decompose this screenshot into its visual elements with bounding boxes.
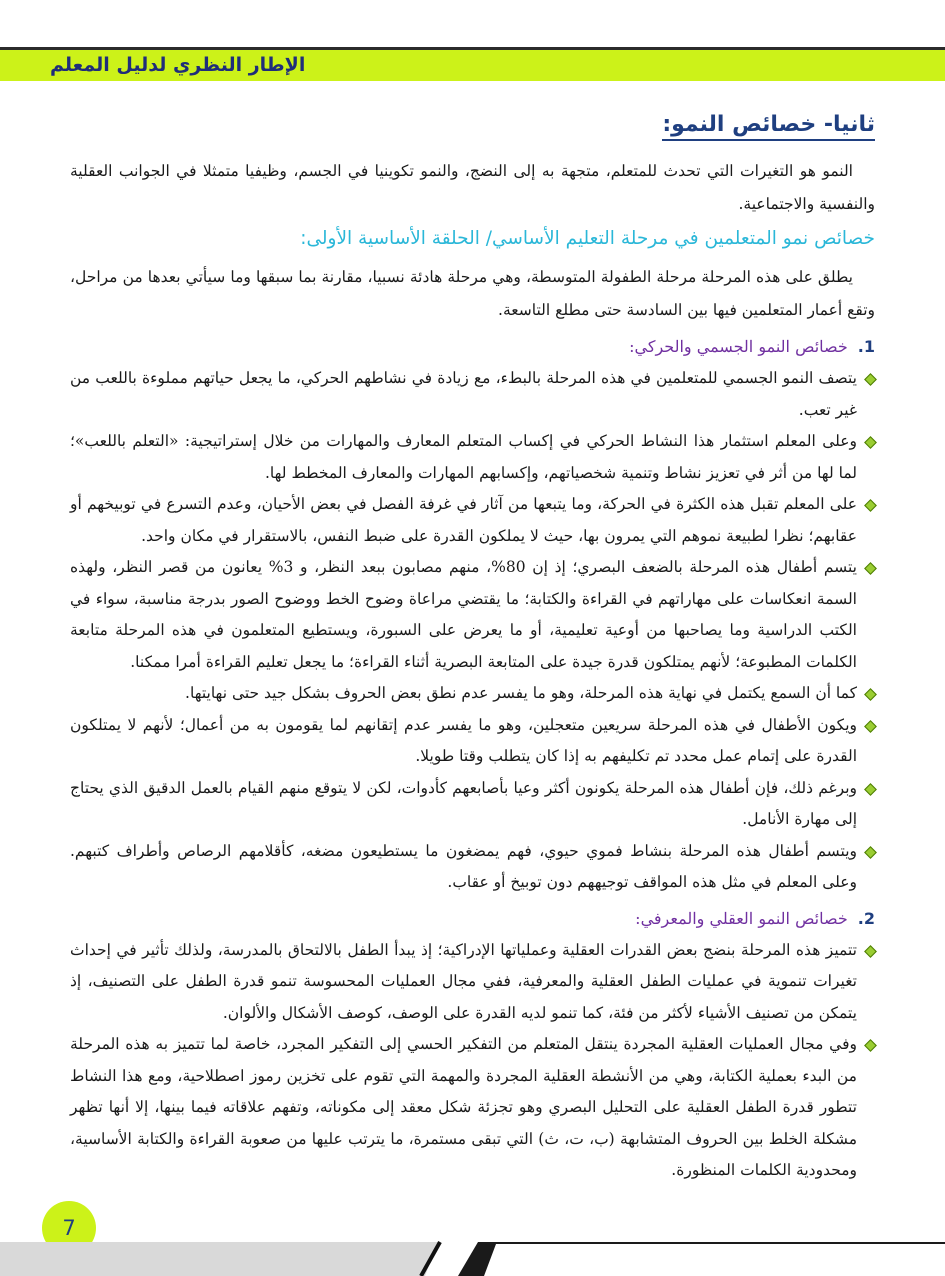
- bullet-icon: [864, 783, 877, 796]
- footer-white-inset: [484, 1244, 945, 1276]
- footer-gray-band: [0, 1242, 438, 1276]
- header-title: الإطار النظري لدليل المعلم: [50, 54, 306, 76]
- list-item: وفي مجال العمليات العقلية المجردة ينتقل المتعلم من التفكير الحسي إلى التفكير المجرد، خاصة لما تتميز به هذه المرحلة من البدء بعملية الكتابة، وهي من الأنشطة العقلية المجردة والمهمة التي تقوم على تخزين رموز اصطلاحية، ومع هذا النشاط تتطور قدرة الطفل العقلية على التحليل البصري وهو تجزئة شكل معقد إلى مكوناته، وتفهم علاقاته فيما بينها، إلا أنها تظهر مشكلة الخلط بين الحروف المتشابهة (ب، ت، ث) التي تبقى مستمرة، ما يترتب عليها من صعوبة القراءة والكتابة الأساسية، ومحدودية الكلمات المنظورة.: [70, 1029, 875, 1187]
- bullet-icon: [864, 436, 877, 449]
- list-item: كما أن السمع يكتمل في نهاية هذه المرحلة، وهو ما يفسر عدم نطق بعض الحروف بشكل جيد حتى نهايتها.: [70, 678, 875, 710]
- intro-paragraph: النمو هو التغيرات التي تحدث للمتعلم، متجهة به إلى النضج، والنمو تكوينيا في الجسم، وظيفيا متمثلا في الجوانب العقلية والنفسية والاجتماعية.: [70, 162, 875, 213]
- group2-list: [70, 935, 875, 1187]
- list-item: على المعلم تقبل هذه الكثرة في الحركة، وما يتبعها من آثار في غرفة الفصل في بعض الأحيان، وعدم التسرع في توبيخهم أو عقابهم؛ نظرا لطبيعة نموهم التي يمرون بها، حيث لا يملكون القدرة على ضبط النفس، بالاستقرار في مكان واحد.: [70, 489, 875, 552]
- bullet-icon: [864, 499, 877, 512]
- group1-heading: [70, 333, 875, 361]
- bullet-icon: [864, 720, 877, 733]
- stage-paragraph: يطلق على هذه المرحلة مرحلة الطفولة المتوسطة، وهي مرحلة هادئة نسبيا، مقارنة بما سبقها وما سيأتي بعدها من مراحل، وتقع أعمار المتعلمين فيها بين السادسة حتى مطلع التاسعة.: [70, 268, 875, 319]
- bullet-icon: [864, 688, 877, 701]
- list-item: ويتسم أطفال هذه المرحلة بنشاط فموي حيوي، فهم يمضغون ما يستطيعون مضغه، كأقلامهم الرصاص وأطراف كتبهم. وعلى المعلم في مثل هذه المواقف توجيههم دون توبيخ أو عقاب.: [70, 836, 875, 899]
- group1-number: 1.: [857, 337, 875, 356]
- section-title: ثانيا- خصائص النمو:: [662, 112, 875, 141]
- page-content: [70, 112, 875, 1187]
- bullet-icon: [864, 373, 877, 386]
- list-item: يتسم أطفال هذه المرحلة بالضعف البصري؛ إذ إن 80%، منهم مصابون ببعد النظر، و 3% يعانون من قصر النظر، ولهذه السمة انعكاسات على مهاراتهم في القراءة والكتابة؛ ما يقتضي مراعاة وضوح الخط ووضوح الصور بدرجة مناسبة، سواء في الكتب الدراسية وما يصاحبها من أوعية تعليمية، أو ما يعرض على السبورة، ويستطيع المتعلمون في هذه المرحلة متابعة الكلمات المطبوعة؛ لأنهم يمتلكون قدرة جيدة على المتابعة البصرية أثناء القراءة؛ ما يجعل تعليم القراءة أمرا ممكنا.: [70, 552, 875, 678]
- header-bar: [0, 47, 945, 81]
- list-item: تتميز هذه المرحلة بنضج بعض القدرات العقلية وعملياتها الإدراكية؛ إذ يبدأ الطفل بالالتحاق بالمدرسة، ولذلك تأثير في إحداث تغيرات تنموية في عمليات الطفل العقلية والمعرفية، ففي مجال العمليات المحسوسة تنمو قدرة الطفل على التصنيف، إذ يتمكن من تصنيف الأشياء لأكثر من فئة، كما تنمو لديه القدرة على الوصف، كوصف الأشكال والألوان.: [70, 935, 875, 1030]
- footer-decoration: [0, 1230, 945, 1276]
- group2-heading: [70, 905, 875, 933]
- bullet-icon: [864, 945, 877, 958]
- list-item: يتصف النمو الجسمي للمتعلمين في هذه المرحلة بالبطء، مع زيادة في نشاطهم الحركي، ما يجعل حياتهم مملوءة باللعب من غير تعب.: [70, 363, 875, 426]
- list-item: ويكون الأطفال في هذه المرحلة سريعين متعجلين، وهو ما يفسر عدم إتقانهم لما يقومون به من أعمال؛ لأنهم لا يمتلكون القدرة على إتمام عمل محدد تم تكليفهم به إذا كان يتطلب وقتا طويلا.: [70, 710, 875, 773]
- stage-subtitle: خصائص نمو المتعلمين في مرحلة التعليم الأساسي/ الحلقة الأساسية الأولى:: [300, 228, 875, 249]
- group2-title: خصائص النمو العقلي والمعرفي:: [635, 908, 848, 928]
- group1-title: خصائص النمو الجسمي والحركي:: [629, 337, 848, 356]
- bullet-icon: [864, 846, 877, 859]
- group2-number: 2.: [857, 908, 875, 928]
- page-number-badge: 7: [42, 1201, 96, 1255]
- bullet-icon: [864, 1039, 877, 1052]
- bullet-icon: [864, 562, 877, 575]
- list-item: وعلى المعلم استثمار هذا النشاط الحركي في إكساب المتعلم المعارف والمهارات من خلال إستراتيجية: «التعلم باللعب»؛ لما لها من أثر في تعزيز نشاط وتنمية شخصياتهم، وإكسابهم المهارات والمعارف المخطط لها.: [70, 426, 875, 489]
- list-item: وبرغم ذلك، فإن أطفال هذه المرحلة يكونون أكثر وعيا بأصابعهم كأدوات، لكن لا يتوقع منهم القيام بالعمل الدقيق الذي يحتاج إلى مهارة الأنامل.: [70, 773, 875, 836]
- group1-list: [70, 363, 875, 899]
